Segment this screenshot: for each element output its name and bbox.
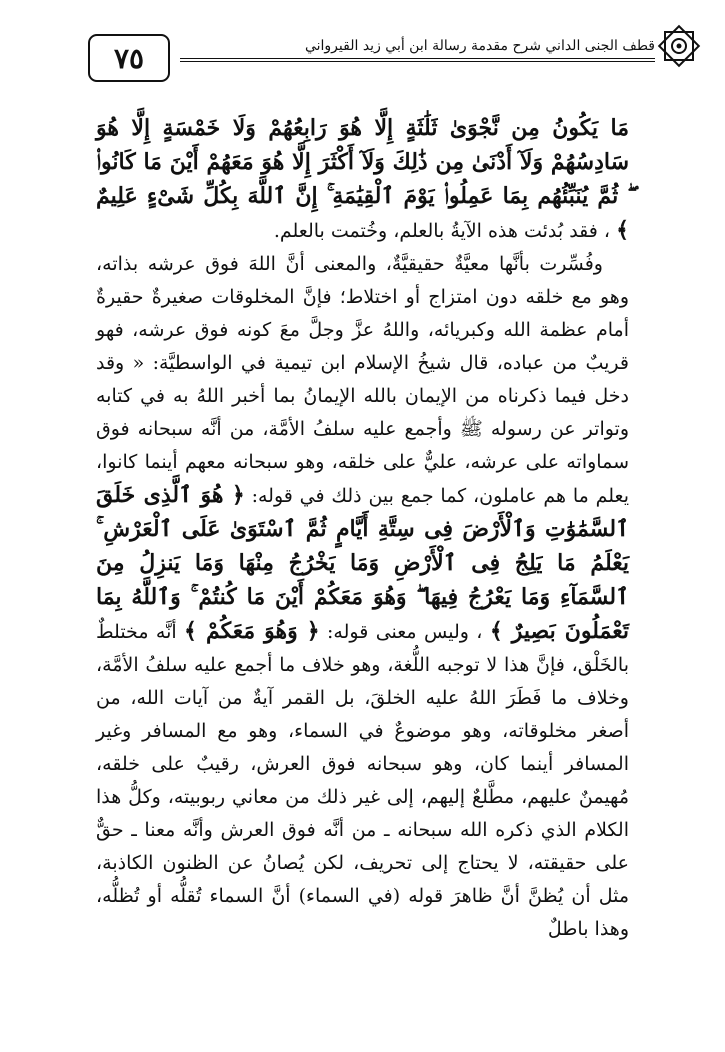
paragraph-1 xyxy=(96,112,629,248)
page-header xyxy=(88,22,703,92)
paragraph-text: أنَّه مختلطٌ بالخَلْق، فإنَّ هذا لا توجبه اللُّغة، وهو خلاف ما أجمع عليه سلفُ الأمَّة، وخلاف ما فَطَرَ اللهُ عليه الخلقَ، بل القمر آيةٌ من آيات الله، من أصغر مخلوقاته، وهو موضوعٌ في السماء، وهو مع المسافر وغير المسافر أينما كان، وهو سبحانه فوق العرش، رقيبٌ على خلقه، مُهيمنٌ عليهم، مطَّلعٌ إليهم، إلى غير ذلك من معاني ربوبيته، وكلُّ هذا الكلام الذي ذكره الله سبحانه ـ من أنَّه فوق العرش وأنَّه معنا ـ حقٌّ على حقيقته، لا يحتاج إلى تحريف، لكن يُصانُ عن الظنون الكاذبة، مثل أن يُظنَّ أنَّ ظاهرَ قوله (في السماء) أنَّ السماء تُقلُّه أو تُظلُّه، وهذا باطلٌ xyxy=(96,621,629,940)
paragraph-2 xyxy=(96,248,629,946)
eight-point-star-icon xyxy=(655,22,703,70)
quran-verse: ﴿ وَهُوَ مَعَكُمْ ﴾ xyxy=(184,618,320,644)
paragraph-text: ، وليس معنى قوله: xyxy=(327,621,483,643)
running-title: قطف الجنى الداني شرح مقدمة رسالة ابن أبي زيد القيرواني xyxy=(304,38,655,54)
quran-verse: ﴿ هُوَ ٱلَّذِى خَلَقَ ٱلسَّمَٰوَٰتِ وَٱلْأَرْضَ فِى سِتَّةِ أَيَّامٍ ثُمَّ ٱسْتَوَىٰ عَلَى ٱلْعَرْشِ ۚ يَعْلَمُ مَا يَلِجُ فِى ٱلْأَرْضِ وَمَا يَخْرُجُ مِنْهَا وَمَا يَنزِلُ مِنَ ٱلسَّمَآءِ وَمَا يَعْرُجُ فِيهَا ۖ وَهُوَ مَعَكُمْ أَيْنَ مَا كُنتُمْ ۚ وَٱللَّهُ بِمَا تَعْمَلُونَ بَصِيرٌ ﴾ xyxy=(96,482,629,644)
page-number: ٧٥ xyxy=(88,34,170,82)
paragraph-text: ، فقد بُدئت هذه الآيةُ بالعلم، وخُتمت بالعلم. xyxy=(273,220,611,242)
page-body xyxy=(96,112,629,946)
paragraph-text: وفُسِّرت بأنَّها معيَّةٌ حقيقيَّةٌ، والمعنى أنَّ اللهَ فوق عرشه بذاته، وهو مع خلقه دون امتزاج أو اختلاط؛ فإنَّ المخلوقات صغيرةٌ حقيرةٌ أمام عظمة الله وكبريائه، واللهُ عزَّ وجلَّ معَ كونه فوق عرشه، فهو قريبٌ من عباده، قال شيخُ الإسلام ابن تيمية في الواسطيَّة: « وقد دخل فيما ذكرناه من الإيمان بالله الإيمانُ بما أخبر اللهُ به في كتابه وتواتر عن رسوله ﷺ وأجمع عليه سلفُ الأمَّة، من أنَّه سبحانه فوق سماواته على عرشه، عليٌّ على خلقه، وهو سبحانه معهم أينما كانوا، يعلم ما هم عاملون، كما جمع بين ذلك في قوله: xyxy=(96,253,629,507)
header-rule xyxy=(180,58,655,62)
quran-verse: مَا يَكُونُ مِن نَّجْوَىٰ ثَلَٰثَةٍ إِلَّا هُوَ رَابِعُهُمْ وَلَا خَمْسَةٍ إِلَّا هُوَ سَادِسُهُمْ وَلَآ أَدْنَىٰ مِن ذَٰلِكَ وَلَآ أَكْثَرَ إِلَّا هُوَ مَعَهُمْ أَيْنَ مَا كَانُوا۟ ۖ ثُمَّ يُنَبِّئُهُم بِمَا عَمِلُوا۟ يَوْمَ ٱلْقِيَٰمَةِ ۚ إِنَّ ٱللَّهَ بِكُلِّ شَىْءٍ عَلِيمٌ ﴾ xyxy=(96,115,629,243)
